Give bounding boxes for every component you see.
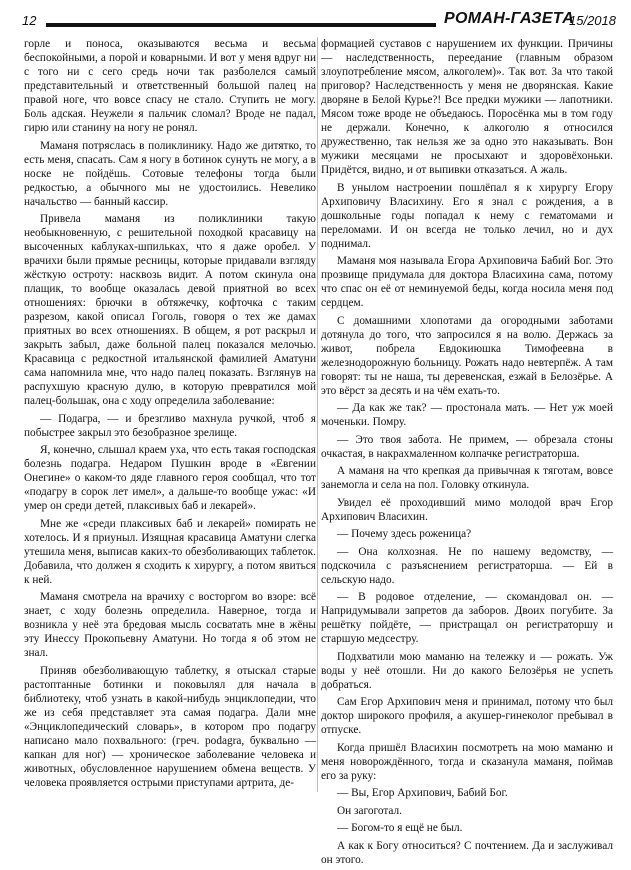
paragraph: Маманя моя называла Егора Архиповича Бабий Бог. Это прозвище придумала для доктора Власихина сама, потому что спас он её от неминуемой беды, когда носила меня под сердцем. (321, 255, 613, 309)
paragraph: — Богом-то я ещё не был. (337, 822, 463, 834)
paragraph: Приняв обезболивающую таблетку, я отыскал старые растоптанные ботинки и поковылял для начала в библиотеку, чтоб узнать в какой-нибудь энциклопедии, что же из себя представляет эта самая подагра. Дали мне «Энциклопедический словарь», в котором про подагру написано мало похвального: (греч. podagra, буквально — капкан для ног) — хроническое заболевание человека и животных, обусловленное нарушением обмена веществ. У человека проявляется острыми приступами артрита, де- (24, 664, 316, 789)
paragraph: С домашними хлопотами да огородными заботами дотянула до того, что запросился я на волю. Держась за живот, побрела Евдокиюшка Тимофеевна в железнодорожную больницу. Рожать надо невтерпёж. А там говорят: ты не наша, ты деревенская, езжай в Белозёрье. А это вёрст за десять и на чём ехать-то. (321, 314, 613, 397)
paragraph: формацией суставов с нарушением их функции. Причины — наследственность, переедание (главным образом злоупотребление мясом, алкоголем)». Так вот. За что такой приговор? Наследственность у меня не дворянская. Какие дворяне в Белой Курье?! Все предки мужики — лапотники. Мясом тоже вроде не объедаюсь. Поросёнка мы в том году не держали. Конечно, к алкоголю я относился дружественно, так нельзя же за одно это наказывать. Вон мужики месяцами не просыхают и здоровёхоньки. Придётся, видно, и от выпивки отказаться. А жаль. (321, 38, 613, 176)
paragraph: Подхватили мою маманю на тележку и — рожать. Уж воды у неё отошли. Ни до какого Белозёрья не успеть добраться. (321, 650, 613, 691)
magazine-title: РОМАН-ГАЗЕТА (444, 10, 575, 27)
page-number: 12 (22, 13, 37, 28)
paragraph: Маманя потряслась в поликлинику. Надо же дитятко, то есть меня, спасать. Сам я ногу в ботинок сунуть не могу, а в носке не пойдёшь. Сотовые телефоны тогда были редкостью, а обычного мы не удостоились. Невелико начальство — банный кассир. (24, 139, 316, 208)
paragraph: — В родовое отделение, — скомандовал он. — Напридумывали запретов да заборов. Двоих погубите. За решётку пойдёте, — пристращал он регистраторшу и старшую медсестру. (321, 591, 613, 645)
paragraph: Сам Егор Архипович меня и принимал, потому что был доктор широкого профиля, а акушер-гинеколог пребывал в отпуске. (321, 696, 613, 736)
paragraph: Я, конечно, слышал краем уха, что есть такая господская болезнь подагра. Недаром Пушкин вроде в «Евгении Онегине» о каком-то дяде главного героя сообщал, что тот «подагру в сорок лет имел», а дальше-то вообще ужас: «И умер он среди детей, плаксивых баб и лекарей». (24, 444, 316, 512)
paragraph: — Она колхозная. Не по нашему ведомству, — подскочила с разъяснением регистраторша. — Ей в сельскую надо. (321, 545, 613, 586)
paragraph: Мне же «среди плаксивых баб и лекарей» помирать не хотелось. И я приуныл. Изящная красавица Аматуни слегка утешила меня, выписав каких-то обезболивающих таблеток. Добавила, что должен я сходить к хирургу, а потом явиться к ней. (24, 517, 316, 586)
issue-number: 15/2018 (569, 13, 616, 28)
paragraph: Маманя смотрела на врачиху с восторгом во взоре: всё знает, с ходу болезнь определила. Наверное, тогда и возникла у неё эта бредовая мысль сосватать мне в жёны эту Инессу Прокопьевну Аматуни. Но тогда я об этом не знал. (24, 591, 316, 659)
paragraph: — Да как же так? — простонала мать. — Нет уж моей моченьки. Помру. (321, 402, 613, 428)
paragraph: Увидел её проходивший мимо молодой врач Егор Архипович Власихин. (321, 496, 613, 523)
paragraph: — Подагра, — и брезгливо махнула ручкой, чтоб я побыстрее закрыл это безобразное зрелище. (24, 412, 316, 439)
paragraph: А маманя на что крепкая да привычная к тяготам, вовсе занемогла и села на пол. Головку откинула. (321, 465, 613, 491)
column-divider (317, 37, 318, 792)
left-column (24, 37, 316, 793)
paragraph: — Почему здесь роженица? (337, 528, 472, 540)
paragraph: В унылом настроении пошлёпал я к хирургу Егору Архиповичу Власихину. Его я знал с рождения, а в дошкольные годы попадал к нему с гематомами и переломами. И он всегда не только лечил, но и дух поднимал. (321, 181, 613, 250)
paragraph: — Вы, Егор Архипович, Бабий Бог. (337, 787, 508, 799)
page-header (20, 8, 616, 34)
paragraph: А как к Богу относиться? С почтением. Да и заслуживал он этого. (321, 839, 613, 866)
paragraph: — Это твоя забота. Не примем, — обрезала стоны очкастая, в накрахмаленном колпачке регистраторша. (321, 433, 613, 460)
paragraph: Когда пришёл Власихин посмотреть на мою маманю и меня новорождённого, тогда и сказанула маманя, поймав его за руку: (321, 741, 613, 782)
right-column (321, 37, 613, 870)
paragraph: Привела маманя из поликлиники такую необыкновенную, с решительной походкой красавицу на высоченных каблуках-шпильках, что я даже оробел. У врачихи были прямые ресницы, которые придавали взгляду жёсткую остроту: насквозь видит. А потом скинула она плащик, то вообще оказалась девой приятной во всех отношениях: брючки в обтяжечку, кофточка с таким разрезом, какой описал Гоголь, говоря о тех же дамах приятных во всех отношениях. В общем, я рот раскрыл и закрыть забыл, даже больной палец показался мелочью. Красавица с редкостной итальянской фамилией Аматуни сама напомнила мне, что надо палец показать. Взглянув на распухшую красную дулю, в которую превратился мой палец-большак, она с ходу определила заболевание: (24, 213, 316, 407)
paragraph: горле и поноса, оказываются весьма и весьма беспокойными, а порой и коварными. И вот у меня вдруг ни с того ни с сего средь ночи так разболелся самый представительный и ответственный большой палец на правой ноге, что вовсе спасу не стало. Ступить не могу. Боль адская. Неужели я пальчик сломал? Вроде не падал, гирю или станину на ногу не ронял. (24, 38, 316, 134)
header-rule (46, 23, 436, 27)
paragraph: Он загоготал. (337, 804, 403, 817)
